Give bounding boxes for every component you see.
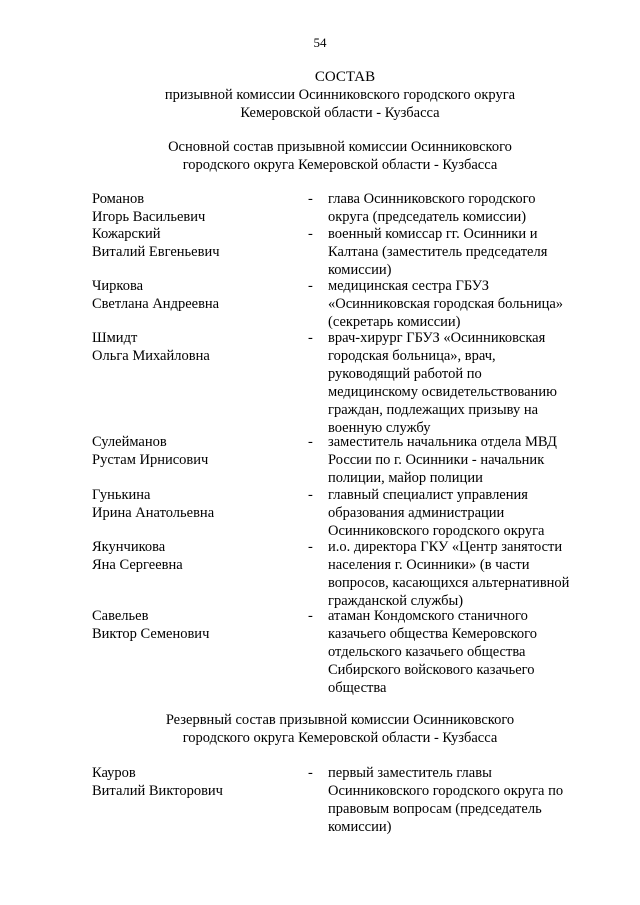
member-description xyxy=(328,433,576,487)
member-given-names: Яна Сергеевна xyxy=(92,557,183,573)
description-line: граждан, подлежащих призыву на xyxy=(328,402,539,418)
description-line: заместитель начальника отдела МВД xyxy=(328,434,557,450)
member-dash: - xyxy=(308,191,313,207)
description-line: Сибирского войскового казачьего xyxy=(328,662,535,678)
member-dash: - xyxy=(308,226,313,242)
member-given-names: Ирина Анатольевна xyxy=(92,505,215,521)
description-line: правовым вопросам (председатель xyxy=(328,801,542,817)
description-line: врач-хирург ГБУЗ «Осинниковская xyxy=(328,330,546,346)
member-surname: Якунчикова xyxy=(92,539,166,555)
subtitle-line: Кемеровской области - Кузбасса xyxy=(240,105,440,121)
member-dash: - xyxy=(308,608,313,624)
member-given-names: Светлана Андреевна xyxy=(92,296,220,312)
description-line: отдельского казачьего общества xyxy=(328,644,526,660)
member-surname: Кауров xyxy=(92,765,136,781)
member-name xyxy=(92,433,302,469)
member-name xyxy=(92,225,302,261)
description-line: и.о. директора ГКУ «Центр занятости xyxy=(328,539,563,555)
description-line: Осинниковского городского округа по xyxy=(328,783,564,799)
member-surname: Кожарский xyxy=(92,226,161,242)
member-dash: - xyxy=(308,487,313,503)
member-name xyxy=(92,277,302,313)
reserve-heading-line: городского округа Кемеровской области - Кузбасса xyxy=(182,730,498,746)
member-surname: Романов xyxy=(92,191,145,207)
description-line: комиссии) xyxy=(328,262,392,278)
description-line: округа (председатель комиссии) xyxy=(328,209,527,225)
member-description xyxy=(328,329,576,437)
description-line: образования администрации xyxy=(328,505,505,521)
member-surname: Савельев xyxy=(92,608,149,624)
description-line: городская больница», врач, xyxy=(328,348,496,364)
member-surname: Сулейманов xyxy=(92,434,167,450)
member-dash: - xyxy=(308,278,313,294)
description-line: России по г. Осинники - начальник xyxy=(328,452,545,468)
member-description xyxy=(328,764,576,836)
description-line: глава Осинниковского городского xyxy=(328,191,536,207)
member-surname: Шмидт xyxy=(92,330,138,346)
description-line: вопросов, касающихся альтернативной xyxy=(328,575,570,591)
member-given-names: Игорь Васильевич xyxy=(92,209,206,225)
member-name xyxy=(92,764,302,800)
page-number: 54 xyxy=(313,35,327,50)
description-line: военный комиссар гг. Осинники и xyxy=(328,226,538,242)
member-description xyxy=(328,486,576,540)
description-line: атаман Кондомского станичного xyxy=(328,608,528,624)
main-section-heading xyxy=(0,138,640,174)
description-line: руководящий работой по xyxy=(328,366,482,382)
member-description xyxy=(328,190,576,226)
member-given-names: Виталий Викторович xyxy=(92,783,223,799)
document-subtitle xyxy=(0,86,640,122)
member-name xyxy=(92,329,302,365)
description-line: казачьего общества Кемеровского xyxy=(328,626,537,642)
main-heading-line: Основной состав призывной комиссии Осинниковского xyxy=(168,139,512,155)
member-dash: - xyxy=(308,539,313,555)
description-line: гражданской службы) xyxy=(328,593,464,609)
document-title: СОСТАВ xyxy=(314,69,376,85)
member-given-names: Ольга Михайловна xyxy=(92,348,210,364)
member-description xyxy=(328,538,576,610)
member-surname: Гунькина xyxy=(92,487,151,503)
description-line: комиссии) xyxy=(328,819,392,835)
member-description xyxy=(328,277,576,331)
reserve-heading-line: Резервный состав призывной комиссии Осинниковского xyxy=(165,712,515,728)
description-line: (секретарь комиссии) xyxy=(328,314,461,330)
description-line: военную службу xyxy=(328,420,431,436)
member-given-names: Виталий Евгеньевич xyxy=(92,244,220,260)
member-given-names: Рустам Ирнисович xyxy=(92,452,209,468)
member-dash: - xyxy=(308,765,313,781)
member-dash: - xyxy=(308,330,313,346)
member-name xyxy=(92,486,302,522)
description-line: полиции, майор полиции xyxy=(328,470,483,486)
main-heading-line: городского округа Кемеровской области - Кузбасса xyxy=(182,157,498,173)
description-line: населения г. Осинники» (в части xyxy=(328,557,530,573)
member-description xyxy=(328,225,576,279)
member-name xyxy=(92,607,302,643)
description-line: общества xyxy=(328,680,387,696)
subtitle-line: призывной комиссии Осинниковского городского округа xyxy=(164,87,516,103)
member-name xyxy=(92,538,302,574)
description-line: первый заместитель главы xyxy=(328,765,492,781)
member-given-names: Виктор Семенович xyxy=(92,626,210,642)
member-dash: - xyxy=(308,434,313,450)
member-surname: Чиркова xyxy=(92,278,144,294)
description-line: «Осинниковская городская больница» xyxy=(328,296,564,312)
description-line: главный специалист управления xyxy=(328,487,528,503)
description-line: Калтана (заместитель председателя xyxy=(328,244,548,260)
description-line: Осинниковского городского округа xyxy=(328,523,545,539)
reserve-section-heading xyxy=(0,711,640,747)
member-description xyxy=(328,607,576,697)
description-line: медицинская сестра ГБУЗ xyxy=(328,278,490,294)
member-name xyxy=(92,190,302,226)
description-line: медицинскому освидетельствованию xyxy=(328,384,557,400)
